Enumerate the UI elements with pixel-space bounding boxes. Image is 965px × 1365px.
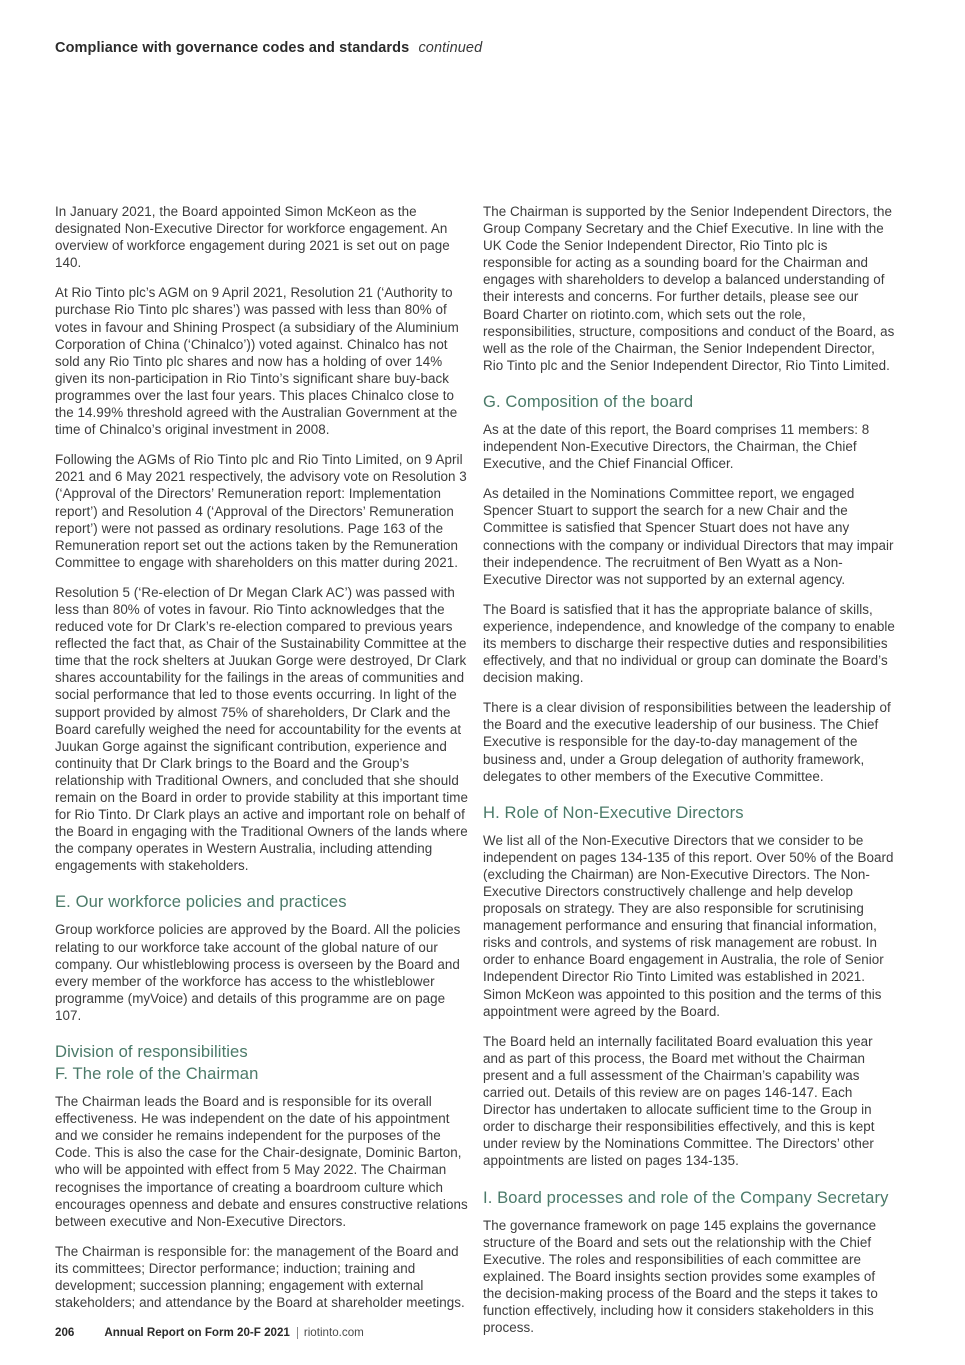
body-paragraph: As at the date of this report, the Board comprises 11 members: 8 independent Non-Executive Directors, the Chairman, the Chief Executive, and the Chief Financial Officer. bbox=[483, 421, 870, 472]
two-column-body bbox=[55, 203, 896, 1349]
body-paragraph: At Rio Tinto plc’s AGM on 9 April 2021, Resolution 21 (‘Authority to purchase Rio Tinto plc shares’) was passed with less than 80% of votes in favour and Shining Prospect (a subsidiary of the Aluminium Corporation of China (‘Chinalco’)) voted against. Chinalco has not sold any Rio Tinto plc shares and now has a holding of over 14% given its non-participation in Rio Tinto’s significant share buy-back programmes over the last four years. This places Chinalco close to the 14.99% threshold agreed with the Australian Government at the time of Chinalco’s original investment in 2008. bbox=[55, 285, 459, 438]
left-column bbox=[55, 203, 468, 1349]
section-heading: F. The role of the Chairman bbox=[55, 1064, 259, 1084]
section-heading: H. Role of Non-Executive Directors bbox=[483, 802, 744, 822]
body-paragraph: In January 2021, the Board appointed Simon McKeon as the designated Non-Executive Director for workforce engagement. An overview of workforce engagement during 2021 is set out on page 140. bbox=[55, 204, 450, 271]
body-paragraph: The Chairman is supported by the Senior Independent Directors, the Group Company Secretary and the Chief Executive. In line with the UK Code the Senior Independent Director, Rio Tinto plc is responsible for acting as a sounding board for the Chairman and engages with shareholders to develop a balanced understanding of their interests and concerns. For further details, please see our Board Charter on riotinto.com, which sets out the role, responsibilities, structure, compositions and conduct of the Board, as well as the role of the Chairman, the Senior Independent Director, Rio Tinto plc and the Senior Independent Director, Rio Tinto Limited. bbox=[483, 204, 895, 373]
footer-divider bbox=[297, 1327, 298, 1339]
page-footer bbox=[55, 1326, 364, 1339]
section-heading: E. Our workforce policies and practices bbox=[55, 892, 347, 912]
page-number: 206 bbox=[55, 1326, 75, 1339]
body-paragraph: Following the AGMs of Rio Tinto plc and Rio Tinto Limited, on 9 April 2021 and 6 May 2021 respectively, the advisory vote on Resolution 3 (‘Approval of the Directors’ Remuneration report: Implementation report’) and Resolution 4 (‘Approval of the Directors’ Remuneration report’) were not passed as ordinary resolutions. Page 163 of the Remuneration report set out the actions taken by the Remuneration Committee to engage with shareholders on this matter during 2021. bbox=[55, 452, 467, 570]
section-heading: Division of responsibilities bbox=[55, 1042, 248, 1062]
body-paragraph: We list all of the Non-Executive Directors that we consider to be independent on pages 134-135 of this report. Over 50% of the Board (excluding the Chairman) are Non-Executive Directors. The Non-Executive Directors constructively challenge and help develop proposals on strategy. They are also responsible for scrutinising management performance and ensuring that financial information, risks and controls, and systems of risk management are robust. In order to enhance Board engagement in Australia, the role of Senior Independent Director Rio Tinto Limited was established in 2021. Simon McKeon was appointed to this position and the terms of this appointment were agreed by the Board. bbox=[483, 832, 894, 1019]
section-heading: I. Board processes and role of the Company Secretary bbox=[483, 1187, 889, 1207]
body-paragraph: The governance framework on page 145 explains the governance structure of the Board and sets out the relationship with the Chief Executive. The roles and responsibilities of each committee are explained. The Board insights section provides some examples of the decision-making process of the Board and the steps it takes to function effectively, including how it considers stakeholders in this process. bbox=[483, 1217, 878, 1336]
page-header bbox=[55, 40, 482, 56]
body-paragraph: As detailed in the Nominations Committee report, we engaged Spencer Stuart to support the search for a new Chair and the Committee is satisfied that Spencer Stuart does not have any connections with the company or individual Directors that may impair their independence. The recruitment of Ben Wyatt as a Non-Executive Director was not supported by an external agency. bbox=[483, 486, 894, 587]
page-title: Compliance with governance codes and standards bbox=[55, 40, 410, 56]
report-title: Annual Report on Form 20-F 2021 bbox=[104, 1326, 290, 1339]
body-paragraph: Group workforce policies are approved by the Board. All the policies relating to our workforce take account of the global nature of our company. Our whistleblowing process is overseen by the Board and every member of the workforce has access to the whistleblower programme (myVoice) and details of this programme are on page 107. bbox=[55, 922, 461, 1023]
section-heading: G. Composition of the board bbox=[483, 391, 694, 411]
body-paragraph: The Board held an internally facilitated Board evaluation this year and as part of this process, the Board met without the Chairman present and a full assessment of the Chairman’s capability was carried out. Details of this review are on pages 146-147. Each Director has undertaken to allocate sufficient time to the Group in order to discharge their responsibilities effectively, and this is kept under review by the Nominations Committee. The Directors’ other appointments are listed on pages 134-135. bbox=[483, 1033, 875, 1169]
page-title-continued: continued bbox=[418, 40, 483, 56]
footer-site-link[interactable]: riotinto.com bbox=[303, 1326, 364, 1339]
body-paragraph: The Chairman is responsible for: the management of the Board and its committees; Director performance; induction; training and development; succession planning; engagement with external stakeholders; and attendance by the Board at shareholder meetings. bbox=[55, 1243, 465, 1311]
body-paragraph: The Board is satisfied that it has the appropriate balance of skills, experience, independence, and knowledge of the company to enable its members to discharge their respective duties and responsibilities effectively, and that no individual or group can dominate the Board’s decision making. bbox=[483, 601, 895, 686]
body-paragraph: Resolution 5 (‘Re-election of Dr Megan Clark AC’) was passed with less than 80% of votes in favour. Rio Tinto acknowledges that the reduced vote for Dr Clark’s re-election compared to previous years reflected the fact that, as Chair of the Sustainability Committee at the time that the rock shelters at Juukan Gorge were destroyed, Dr Clark shares accountability for the failings in the areas of communities and social performance that led to those events occurring. In light of the support provided by almost 75% of shareholders, Dr Clark and the Board carefully weighed the need for accountability for the events at Juukan Gorge against the significant contribution, experience and continuity that Dr Clark brings to the Board and the Group’s relationship with Traditional Owners, and concluded that she should remain on the Board in order to provide stability at this important time for Rio Tinto. Dr Clark plays an active and important role on behalf of the Board in engaging with the Traditional Owners of the lands where the company operates in Western Australia, including attending engagements with stakeholders. bbox=[55, 584, 468, 874]
body-paragraph: There is a clear division of responsibilities between the leadership of the Board and the executive leadership of our business. The Chief Executive is responsible for the day-to-day management of the business and, under a Group delegation of authority framework, delegates to other members of the Executive Committee. bbox=[483, 700, 891, 784]
right-column bbox=[483, 203, 896, 1349]
body-paragraph: The Chairman leads the Board and is responsible for its overall effectiveness. He was independent on the date of his appointment and we consider he remains independent for the purposes of the Code. This is also the case for the Chair-designate, Dominic Barton, who will be appointed with effect from 5 May 2022. The Chairman recognises the importance of creating a boardroom culture which encourages openness and debate and ensures constructive relations between executive and Non-Executive Directors. bbox=[55, 1094, 468, 1229]
